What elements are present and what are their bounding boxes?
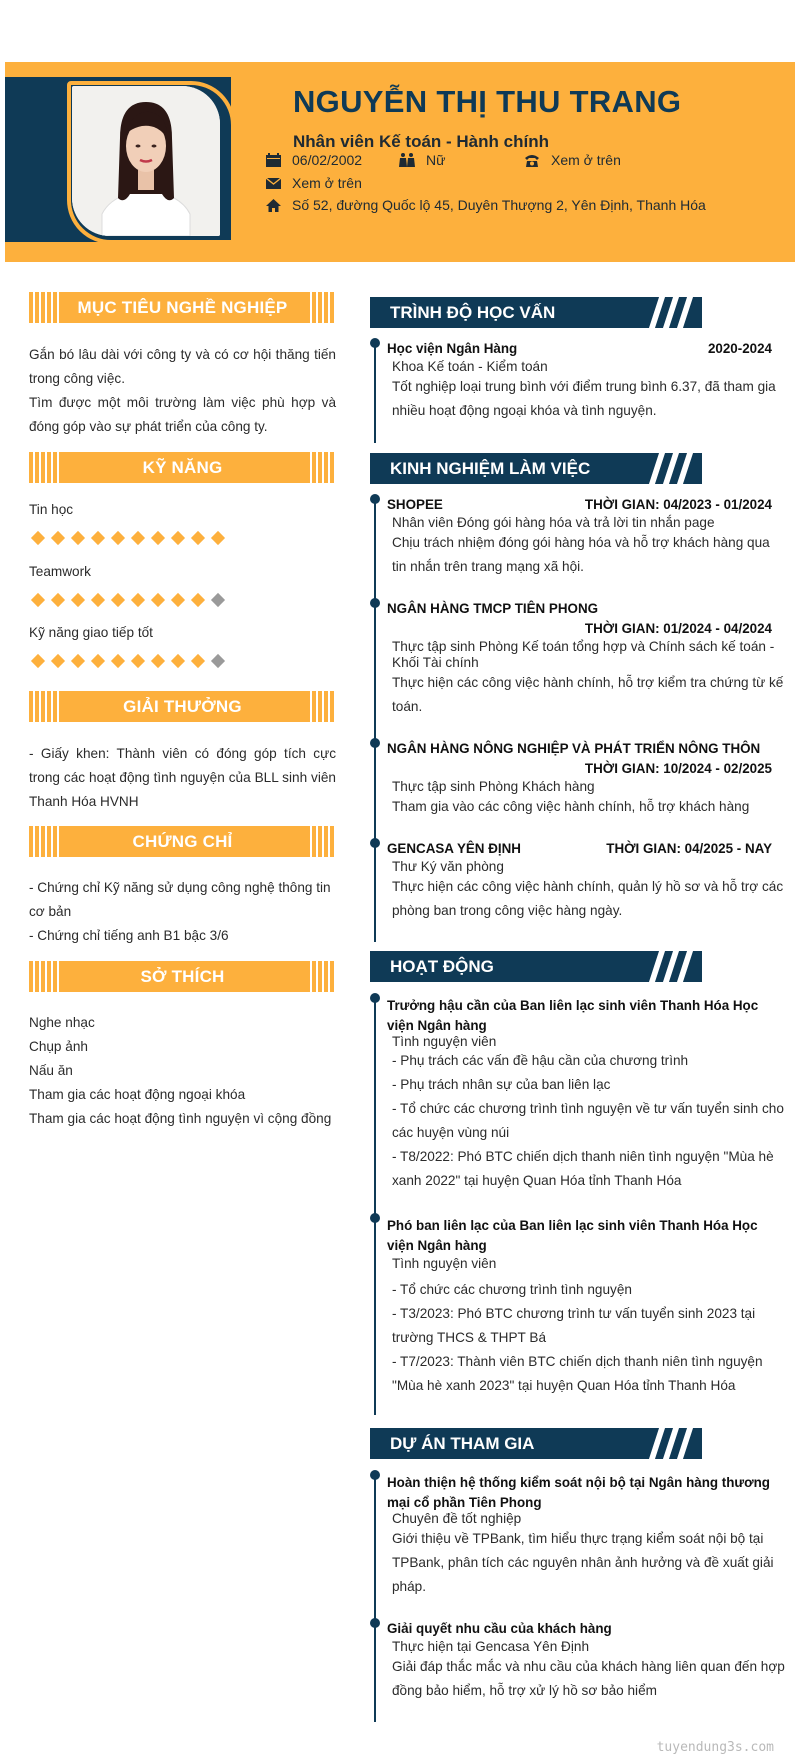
work-desc: Tham gia vào các công việc hành chính, hỗ trợ khách hàng: [392, 799, 750, 814]
education-heading: TRÌNH ĐỘ HỌC VẤN: [370, 297, 702, 328]
education-period: 2020-2024: [707, 341, 772, 356]
birthday-value: 06/02/2002: [292, 152, 363, 168]
awards-text: - Giấy khen: Thành viên có đóng góp tích cực trong các hoạt động tình nguyện của BLL sinh viên Thanh Hóa HVNH: [29, 746, 336, 809]
skill-diamond-icon: [31, 593, 45, 607]
timeline-dot: [370, 1470, 380, 1480]
work-role: Thực tập sinh Phòng Khách hàng: [392, 779, 595, 794]
awards-heading: GIẢI THƯỞNG: [29, 691, 336, 722]
school-name: Học viện Ngân Hàng: [387, 341, 518, 356]
certificate-item: - Chứng chỉ Kỹ năng sử dụng công nghệ thông tin cơ bản: [29, 880, 331, 919]
hobby-item: Nấu ăn: [29, 1063, 73, 1078]
skill-diamond-icon: [91, 593, 105, 607]
job-title: Nhân viên Kế toán - Hành chính: [293, 132, 549, 151]
skill-diamond-icon: [91, 531, 105, 545]
cv-header: [5, 62, 795, 262]
skills-heading: KỸ NĂNG: [29, 452, 336, 483]
education-timeline: [374, 343, 376, 443]
work-role: Thư Ký văn phòng: [392, 859, 504, 874]
activity-line: - Tổ chức các chương trình tình nguyện: [392, 1282, 632, 1297]
experience-timeline: [374, 499, 376, 942]
company-name: NGÂN HÀNG TMCP TIÊN PHONG: [387, 601, 599, 616]
email-info: [264, 175, 362, 191]
skill-diamond-icon: [51, 593, 65, 607]
gender-value: Nữ: [426, 152, 446, 168]
skill-diamond-icon: [51, 531, 65, 545]
activities-heading: HOẠT ĐỘNG: [370, 951, 702, 982]
hobbies-heading: SỞ THÍCH: [29, 961, 336, 992]
skill-diamond-icon: [211, 593, 225, 607]
email-value: Xem ở trên: [292, 175, 362, 191]
skill-diamond-icon: [71, 531, 85, 545]
timeline-dot: [370, 494, 380, 504]
hobby-item: Tham gia các hoạt động ngoại khóa: [29, 1087, 246, 1102]
project-name: Giải quyết nhu cầu của khách hàng: [387, 1621, 612, 1636]
envelope-icon: [264, 175, 282, 191]
activity-lines: [392, 1049, 785, 1193]
activity-line: - T7/2023: Thành viên BTC chiến dịch thanh niên tình nguyện "Mùa hè xanh 2023" tại huyện Quan Hóa tỉnh Thanh Hóa: [392, 1354, 763, 1393]
education-major: Khoa Kế toán - Kiểm toán: [392, 359, 548, 374]
objective-line: Gắn bó lâu dài với công ty và có cơ hội thăng tiến trong công việc.: [29, 347, 336, 386]
education-desc: Tốt nghiệp loại trung bình với điểm trung bình 6.37, đã tham gia nhiều hoạt động ngoại khóa và tình nguyện.: [392, 379, 776, 418]
project-desc: Giải đáp thắc mắc và nhu cầu của khách hàng liên quan đến hợp đồng bảo hiểm, hỗ trợ xử lý hồ sơ bảo hiểm: [392, 1659, 785, 1698]
skill-diamond-icon: [191, 531, 205, 545]
work-desc: Thực hiện các công việc hành chính, hỗ trợ kiểm tra chứng từ kế toán.: [392, 675, 784, 714]
work-desc: Thực hiện các công việc hành chính, quản lý hồ sơ và hỗ trợ các phòng ban trong công việc hàng ngày.: [392, 879, 784, 918]
work-role: Thực tập sinh Phòng Kế toán tổng hợp và Chính sách kế toán - Khối Tài chính: [392, 639, 775, 670]
activity-line: - Phụ trách các vấn đề hậu cần của chương trình: [392, 1053, 689, 1068]
skill-diamond-icon: [131, 593, 145, 607]
skill-diamond-icon: [111, 654, 125, 668]
timeline-dot: [370, 993, 380, 1003]
project-name: Hoàn thiện hệ thống kiểm soát nội bộ tại Ngân hàng thương mại cổ phần Tiên Phong: [387, 1475, 770, 1510]
project-desc: Giới thiệu về TPBank, tìm hiểu thực trạng kiểm soát nội bộ tại TPBank, phân tích các nguyên nhân ảnh hưởng và đề xuất giải pháp.: [392, 1531, 774, 1594]
skill-name: Teamwork: [29, 564, 91, 579]
candidate-name: NGUYỄN THỊ THU TRANG: [293, 84, 682, 119]
profile-photo: [72, 86, 220, 236]
skill-diamond-icon: [211, 654, 225, 668]
skill-name: Kỹ năng giao tiếp tốt: [29, 625, 153, 640]
phone-value: Xem ở trên: [551, 152, 621, 168]
timeline-dot: [370, 1618, 380, 1628]
activity-line: - Tổ chức các chương trình tình nguyện về tư vấn tuyển sinh cho các huyện vùng núi: [392, 1101, 784, 1140]
calendar-icon: [264, 152, 282, 168]
address-value: Số 52, đường Quốc lộ 45, Duyên Thượng 2, Yên Định, Thanh Hóa: [292, 197, 706, 213]
skill-diamond-icon: [151, 593, 165, 607]
work-desc: Chịu trách nhiệm đóng gói hàng hóa và hỗ trợ khách hàng qua tin nhắn trên trang mạng xã hội.: [392, 535, 770, 574]
hobbies-text: [29, 1011, 336, 1131]
hobby-item: Nghe nhạc: [29, 1015, 95, 1030]
timeline-dot: [370, 338, 380, 348]
certificate-item: - Chứng chỉ tiếng anh B1 bậc 3/6: [29, 928, 229, 943]
project-role: Thực hiện tại Gencasa Yên Định: [392, 1639, 590, 1654]
experience-heading: KINH NGHIỆM LÀM VIỆC: [370, 453, 702, 484]
skill-diamond-icon: [191, 593, 205, 607]
home-icon: [264, 197, 282, 213]
activity-line: - Phụ trách nhân sự của ban liên lạc: [392, 1077, 611, 1092]
timeline-dot: [370, 1213, 380, 1223]
company-name: SHOPEE: [387, 497, 443, 512]
skill-diamond-icon: [191, 654, 205, 668]
activity-line: - T8/2022: Phó BTC chiến dịch thanh niên tình nguyện "Mùa hè xanh 2022" tại huyện Quan Hóa tỉnh Thanh Hóa: [392, 1149, 774, 1188]
work-period: THỜI GIAN: 04/2025 - NAY: [606, 841, 772, 856]
address-info: [264, 197, 706, 213]
company-name: GENCASA YÊN ĐỊNH: [387, 841, 521, 856]
skill-diamond-icon: [151, 654, 165, 668]
skill-diamond-icon: [151, 531, 165, 545]
skill-diamond-icon: [211, 531, 225, 545]
activity-role: Tình nguyện viên: [392, 1256, 497, 1271]
projects-timeline: [374, 1474, 376, 1722]
skill-diamond-icon: [111, 593, 125, 607]
skill-diamond-icon: [171, 531, 185, 545]
timeline-dot: [370, 738, 380, 748]
hobby-item: Tham gia các hoạt động tình nguyện vì cộng đồng: [29, 1111, 332, 1126]
skill-diamond-icon: [111, 531, 125, 545]
photo-frame: [5, 77, 231, 242]
phone-info: [523, 152, 621, 168]
activity-role: Tình nguyện viên: [392, 1034, 497, 1049]
skill-diamond-icon: [171, 654, 185, 668]
skill-diamond-icon: [131, 531, 145, 545]
activities-timeline: [374, 997, 376, 1415]
activity-lines: [392, 1278, 785, 1398]
timeline-dot: [370, 838, 380, 848]
work-period: THỜI GIAN: 01/2024 - 04/2024: [584, 621, 772, 636]
certificates-text: [29, 876, 336, 948]
skill-diamond-icon: [31, 654, 45, 668]
project-role: Chuyên đề tốt nghiệp: [392, 1511, 522, 1526]
timeline-dot: [370, 598, 380, 608]
projects-heading: DỰ ÁN THAM GIA: [370, 1428, 702, 1459]
objective-text: [29, 343, 336, 439]
hobby-item: Chụp ảnh: [29, 1039, 88, 1054]
activity-org: Trưởng hậu cần của Ban liên lạc sinh viên Thanh Hóa Học viện Ngân hàng: [387, 998, 759, 1033]
skill-diamond-icon: [91, 654, 105, 668]
phone-icon: [523, 152, 541, 168]
skill-diamond-icon: [31, 531, 45, 545]
objective-line: Tìm được một môi trường làm việc phù hợp và đóng góp vào sự phát triển của công ty.: [29, 395, 336, 434]
watermark: tuyendung3s.com: [656, 1740, 774, 1755]
work-role: Nhân viên Đóng gói hàng hóa và trả lời tin nhắn page: [392, 515, 715, 530]
skill-diamond-icon: [71, 593, 85, 607]
work-period: THỜI GIAN: 04/2023 - 01/2024: [584, 497, 772, 512]
objective-heading: MỤC TIÊU NGHỀ NGHIỆP: [29, 292, 336, 323]
certificates-heading: CHỨNG CHỈ: [29, 826, 336, 857]
skill-diamond-icon: [171, 593, 185, 607]
activity-line: - T3/2023: Phó BTC chương trình tư vấn tuyển sinh 2023 tại trường THCS & THPT Bá: [392, 1306, 756, 1345]
gender-info: [398, 152, 445, 168]
company-name: NGÂN HÀNG NÔNG NGHIỆP VÀ PHÁT TRIỂN NÔNG THÔN: [387, 741, 761, 756]
activity-org: Phó ban liên lạc của Ban liên lạc sinh viên Thanh Hóa Học viện Ngân hàng: [387, 1218, 758, 1253]
work-period: THỜI GIAN: 10/2024 - 02/2025: [584, 761, 772, 776]
skill-diamond-icon: [131, 654, 145, 668]
skill-diamond-icon: [51, 654, 65, 668]
skill-name: Tin học: [29, 502, 74, 517]
birthday-info: [264, 152, 362, 168]
gender-icon: [398, 152, 416, 168]
skill-diamond-icon: [71, 654, 85, 668]
